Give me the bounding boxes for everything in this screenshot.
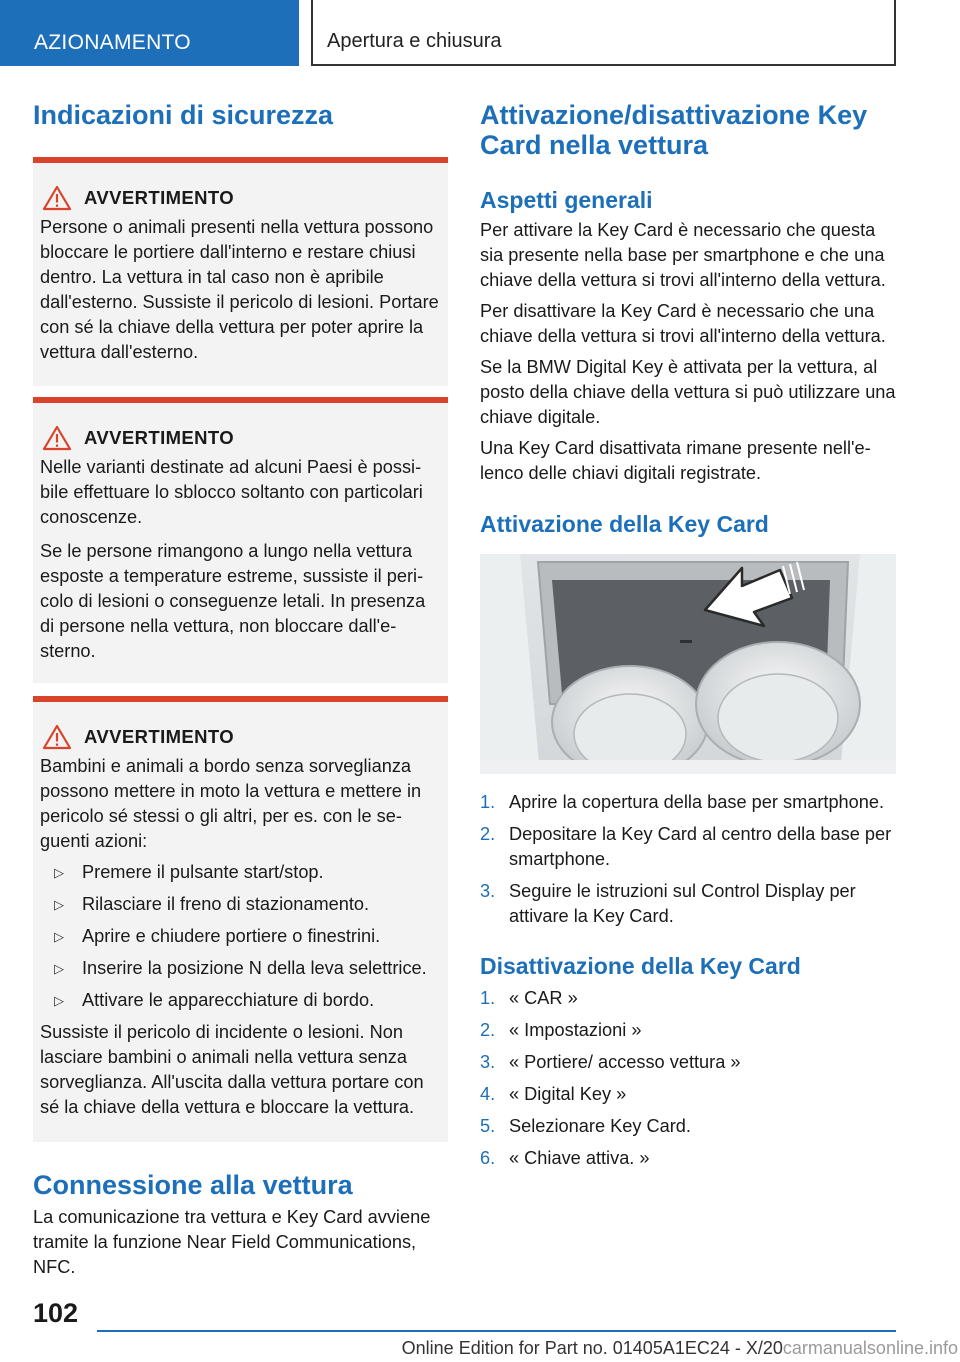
warning-text: Sussiste il pericolo di incidente o lesioni. Non lasciare bambini o animali nella vettura senza sorveglianza. All'uscita dalla vettura portare con sé la chiave della vettura e bloccare la vettura. <box>40 1022 424 1117</box>
chapter-title: Apertura e chiusura <box>311 0 896 66</box>
warning-label: AVVERTIMENTO <box>84 187 235 208</box>
left-column <box>33 100 448 1280</box>
activation-title: Attivazione della Key Card <box>480 511 769 537</box>
warning-triangle-icon <box>42 185 72 211</box>
watermark[interactable]: carmanualsonline.info <box>782 1338 958 1358</box>
paragraph: Se la BMW Digital Key è attivata per la vettura, al posto della chiave della vettura si può utilizzare una chiave digitale. <box>480 357 896 427</box>
list-item: 2. Depositare la Key Card al centro della base per smartphone. <box>480 824 892 869</box>
edition-text: Online Edition for Part no. 01405A1EC24 - X/20 <box>401 1338 783 1358</box>
warning-triangle-icon <box>42 724 72 750</box>
triangle-bullet-icon: ▷ <box>54 961 64 976</box>
section-tab[interactable]: AZIONAMENTO <box>0 0 299 66</box>
footer-divider <box>97 1330 896 1332</box>
list-item: 1. « CAR » <box>480 988 578 1008</box>
right-column <box>480 100 896 1178</box>
general-title: Aspetti generali <box>480 187 653 213</box>
page-number: 102 <box>33 1298 79 1328</box>
list-item: 2. « Impostazioni » <box>480 1020 642 1040</box>
warning-text: Bambini e animali a bordo senza sorveglianza possono mettere in moto la vettura e mettere in pericolo sé stessi o gli altri, per es. con le seguenti azioni: <box>40 756 422 851</box>
safety-title: Indicazioni di sicurezza <box>33 100 334 130</box>
keycard-title: Attivazione/disattivazione Key Card nella vettura <box>480 100 868 160</box>
footer-edition <box>0 1338 958 1359</box>
paragraph: Per disattivare la Key Card è necessario che una chiave della vettura si trovi all'interno della vettura. <box>480 301 886 346</box>
deactivation-steps <box>480 986 896 1171</box>
warning-box-2 <box>33 397 448 683</box>
warning-label: AVVERTIMENTO <box>84 427 235 448</box>
activation-steps <box>480 790 896 929</box>
warning-text: Persone o animali presenti nella vettura possono bloccare le portiere dall'interno e restare chiusi dentro. La vettura in tal caso non è apribile dall'esterno. Sussiste il pericolo di lesioni. Portare con sé la chiave della vettura per poter aprire la vettura dall'esterno. <box>40 217 439 362</box>
triangle-bullet-icon: ▷ <box>54 897 64 912</box>
warning-triangle-icon <box>42 425 72 451</box>
paragraph: Una Key Card disattivata rimane presente nell'elenco delle chiavi digitali registrate. <box>480 438 871 483</box>
list-item: 5. Selezionare Key Card. <box>480 1116 691 1136</box>
list-item: ▷ Inserire la posizione N della leva selettrice. <box>40 956 440 981</box>
list-item: ▷ Premere il pulsante start/stop. <box>40 860 440 885</box>
triangle-bullet-icon: ▷ <box>54 865 64 880</box>
list-item: 1. Aprire la copertura della base per smartphone. <box>480 792 885 812</box>
triangle-bullet-icon: ▷ <box>54 929 64 944</box>
warning-bullet-list <box>40 860 440 1013</box>
warning-box-1 <box>33 157 448 386</box>
connection-title: Connessione alla vettura <box>33 1170 353 1200</box>
deactivation-title: Disattivazione della Key Card <box>480 953 801 979</box>
warning-text: Se le persone rimangono a lungo nella vettura esposte a temperature estreme, sussiste il pericolo di lesioni o conseguenze letali. In presenza di persone nella vettura, non bloccare dall'esterno. <box>40 541 426 661</box>
warning-box-3 <box>33 696 448 1142</box>
list-item: ▷ Rilasciare il freno di stazionamento. <box>40 892 440 917</box>
warning-text: Nelle varianti destinate ad alcuni Paesi è possibile effettuare lo sblocco soltanto con particolari conoscenze. <box>40 457 423 527</box>
list-item: ▷ Aprire e chiudere portiere o finestrini. <box>40 924 440 949</box>
triangle-bullet-icon: ▷ <box>54 993 64 1008</box>
connection-text: La comunicazione tra vettura e Key Card avviene tramite la funzione Near Field Communications, NFC. <box>33 1207 431 1277</box>
list-item: 3. Seguire le istruzioni sul Control Display per attivare la Key Card. <box>480 881 856 926</box>
warning-label: AVVERTIMENTO <box>84 726 235 747</box>
list-item: 3. « Portiere/ accesso vettura » <box>480 1052 741 1072</box>
list-item: ▷ Attivare le apparecchiature di bordo. <box>40 988 440 1013</box>
smartphone-tray-illustration <box>480 554 896 774</box>
list-item: 6. « Chiave attiva. » <box>480 1148 650 1168</box>
list-item: 4. « Digital Key » <box>480 1084 627 1104</box>
page-header <box>0 0 960 66</box>
paragraph: Per attivare la Key Card è necessario che questa sia presente nella base per smartphone e che una chiave della vettura si trovi all'interno della vettura. <box>480 220 886 290</box>
